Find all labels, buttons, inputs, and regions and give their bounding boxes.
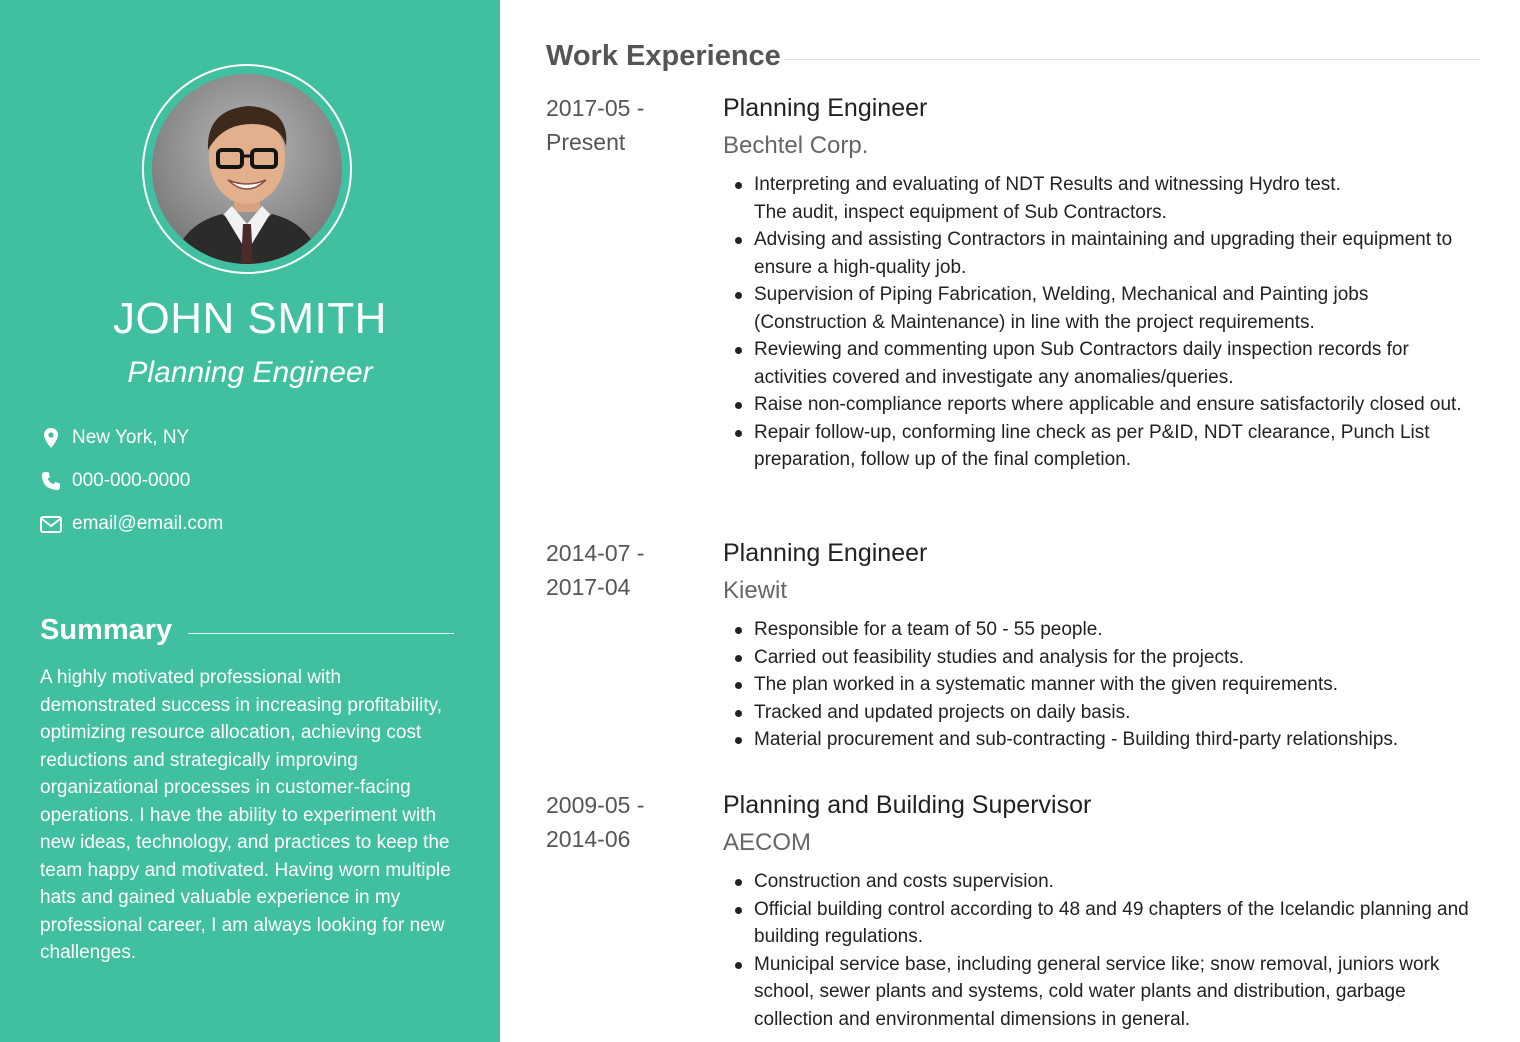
job-bullet: Carried out feasibility studies and analysis for the projects. [723, 644, 1483, 672]
summary-divider [188, 633, 454, 634]
contact-location [40, 427, 189, 449]
job-bullet: Construction and costs supervision. [723, 868, 1483, 896]
envelope-icon [40, 513, 62, 535]
job-company: AECOM [723, 829, 812, 856]
job-bullet: Interpreting and evaluating of NDT Results and witnessing Hydro test. The audit, inspect equipment of Sub Contractors. [723, 171, 1483, 226]
job-date-end: 2017-04 [546, 574, 631, 600]
job-date-start: 2009-05 - [546, 792, 645, 818]
work-experience-divider [784, 59, 1480, 60]
job-company: Bechtel Corp. [723, 132, 869, 159]
job-bullet: Supervision of Piping Fabrication, Welding, Mechanical and Painting jobs (Construction & Maintenance) in line with the project requirements. [723, 281, 1483, 336]
profile-role: Planning Engineer [127, 356, 373, 389]
phone-icon [40, 470, 62, 492]
contact-email[interactable] [40, 513, 223, 535]
job-date-end: Present [546, 129, 626, 155]
profile-photo [152, 74, 342, 264]
email-text[interactable]: email@email.com [72, 513, 224, 534]
sidebar [0, 0, 500, 1042]
contact-phone [40, 470, 190, 492]
job-bullet: Advising and assisting Contractors in maintaining and upgrading their equipment to ensure a high-quality job. [723, 226, 1483, 281]
job-body [723, 536, 1483, 754]
job-dates [546, 91, 696, 159]
job-bullet: Reviewing and commenting upon Sub Contractors daily inspection records for activities covered and investigate any anomalies/queries. [723, 336, 1483, 391]
avatar [152, 74, 342, 264]
job-bullet: Tracked and updated projects on daily basis. [723, 699, 1483, 727]
job-bullet: Responsible for a team of 50 - 55 people. [723, 616, 1483, 644]
job-bullets [723, 171, 1483, 474]
summary-heading: Summary [40, 614, 173, 646]
job-dates [546, 788, 696, 856]
job-bullet: Official building control according to 48 and 49 chapters of the Icelandic planning and building regulations. [723, 896, 1483, 951]
job-body [723, 91, 1483, 474]
job-bullet: Raise non-compliance reports where applicable and ensure satisfactorily closed out. [723, 391, 1483, 419]
job-title: Planning Engineer [723, 539, 928, 567]
map-pin-icon [40, 427, 62, 449]
avatar-ring [142, 64, 352, 274]
work-experience-heading: Work Experience [546, 40, 781, 72]
job-date-start: 2017-05 - [546, 95, 645, 121]
job-bullet: Material procurement and sub-contracting - Building third-party relationships. [723, 726, 1483, 754]
job-title: Planning and Building Supervisor [723, 791, 1092, 819]
job-bullet: Municipal service base, including general service like; snow removal, juniors work school, sewer plants and systems, cold water plants and distribution, garbage collection and environmental dimensions in general. [723, 951, 1483, 1034]
job-date-end: 2014-06 [546, 826, 631, 852]
job-title: Planning Engineer [723, 94, 928, 122]
profile-name: JOHN SMITH [113, 294, 387, 343]
job-date-start: 2014-07 - [546, 540, 645, 566]
main-content [500, 0, 1520, 1042]
job-bullet: The plan worked in a systematic manner with the given requirements. [723, 671, 1483, 699]
job-body [723, 788, 1483, 1033]
job-dates [546, 536, 696, 604]
job-company: Kiewit [723, 577, 788, 604]
phone-text: 000-000-0000 [72, 470, 191, 491]
summary-text: A highly motivated professional with demonstrated success in increasing profitability, optimizing resource allocation, achieving cost reductions and strategically improving organizational processes in customer-facing operations. I have the ability to experiment with new ideas, technology, and practices to keep the team happy and motivated. Having worn multiple hats and gained valuable experience in my professional career, I am always looking for new challenges. [40, 667, 451, 963]
job-bullet: Repair follow-up, conforming line check as per P&ID, NDT clearance, Punch List preparation, follow up of the final completion. [723, 419, 1483, 474]
location-text: New York, NY [72, 427, 190, 448]
job-bullets [723, 868, 1483, 1033]
job-bullets [723, 616, 1483, 754]
